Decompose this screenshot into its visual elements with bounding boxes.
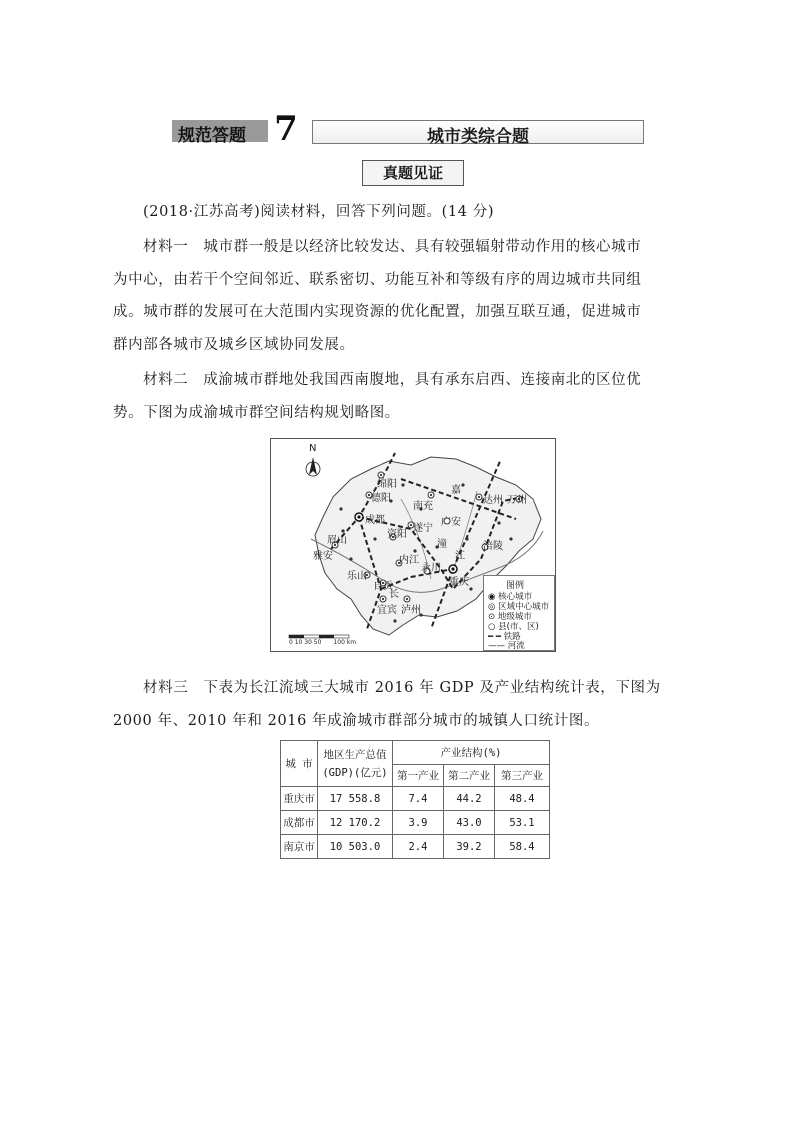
map-label-leshan: 乐山	[347, 571, 367, 582]
legend-county: ○ 县(市、区)	[488, 622, 539, 632]
material2-line1: 材料二 成渝城市群地处我国西南腹地，具有承东启西、连接南北的区位优	[143, 372, 642, 388]
legend-core-city-label: 核心城市	[498, 592, 533, 602]
legend-core-city: ◉ 核心城市	[488, 592, 533, 602]
scale-label: 0 10 30 50 100 km	[289, 639, 357, 646]
map-label-jiang: 江	[455, 551, 465, 562]
th-secondary: 第二产业	[444, 765, 495, 787]
cell-p1: 3.9	[393, 811, 444, 835]
legend-county-label: 县(市、区)	[498, 622, 539, 632]
th-city: 城 市	[281, 741, 318, 787]
table-row	[281, 835, 550, 859]
legend-prefecture-city-label: 地级城市	[497, 612, 532, 622]
banner-title-box	[312, 120, 644, 147]
cell-city: 重庆市	[281, 787, 318, 811]
table-row	[281, 811, 550, 835]
map-label-suining: 遂宁	[413, 523, 433, 534]
material1-line4: 群内部各城市及城乡区域协同发展。	[113, 337, 355, 353]
map-label-nanchong: 南充	[413, 501, 433, 512]
banner-left-label: 规范答题	[178, 126, 246, 146]
map-label-mianyang: 绵阳	[377, 479, 397, 490]
cell-p2: 43.0	[444, 811, 495, 835]
legend-regional-city-label: 区域中心城市	[498, 602, 550, 612]
map-label-chongqing: 重庆	[449, 577, 469, 588]
cell-p1: 7.4	[393, 787, 444, 811]
gdp-table	[280, 740, 550, 859]
th-gdp-line1: 地区生产总值	[323, 748, 387, 761]
map-label-ziyang: 资阳	[387, 529, 407, 540]
cell-city: 南京市	[281, 835, 318, 859]
map-label-fuling: 涪陵	[483, 541, 503, 552]
map-label-chang: 长	[389, 589, 399, 600]
th-gdp-line2: (GDP)(亿元)	[322, 766, 388, 779]
cell-p2: 44.2	[444, 787, 495, 811]
banner-left	[172, 120, 268, 146]
legend-river: —— 河流	[488, 641, 525, 651]
cell-gdp: 17 558.8	[318, 787, 393, 811]
map-label-guangan: 广安	[441, 517, 461, 528]
map-label-luzhou: 泸州	[401, 605, 421, 616]
banner-number: 7	[274, 109, 298, 149]
legend-railway-label: 铁路	[503, 632, 521, 642]
intro-line: (2018·江苏高考)阅读材料，回答下列问题。(14 分)	[143, 204, 495, 220]
table-row	[281, 787, 550, 811]
material1-line1: 材料一 城市群一般是以经济比较发达、具有较强辐射带动作用的核心城市	[143, 239, 642, 255]
cell-gdp: 10 503.0	[318, 835, 393, 859]
map-label-meishan: 眉山	[327, 535, 347, 546]
north-label: N	[309, 443, 317, 454]
map-label-jia: 嘉	[451, 485, 461, 496]
cell-p1: 2.4	[393, 835, 444, 859]
cell-city: 成都市	[281, 811, 318, 835]
map-label-dazhou: 达州	[483, 495, 503, 506]
map-label-yongchuan: 永川	[421, 563, 441, 574]
map-label-deyang: 德阳	[371, 493, 391, 504]
legend-prefecture-city: ⊙ 地级城市	[488, 612, 532, 622]
material1-line2: 为中心，由若干个空间邻近、联系密切、功能互补和等级有序的周边城市共同组	[113, 272, 642, 288]
map-label-tong: 潼	[437, 539, 447, 550]
section-tag: 真题见证	[362, 160, 464, 186]
legend-regional-city: ◎ 区域中心城市	[488, 602, 550, 612]
banner-title: 城市类综合题	[427, 127, 529, 147]
th-tertiary: 第三产业	[495, 765, 550, 787]
section-banner	[172, 109, 642, 149]
cell-p3: 58.4	[495, 835, 550, 859]
material1-line3: 成。城市群的发展可在大范围内实现资源的优化配置，加强互联互通，促进城市	[113, 304, 642, 320]
cell-gdp: 12 170.2	[318, 811, 393, 835]
th-gdp	[318, 741, 393, 787]
legend-railway: ━ ━ 铁路	[488, 632, 521, 642]
legend-river-label: 河流	[507, 641, 525, 651]
th-primary: 第一产业	[393, 765, 444, 787]
map-label-zigong: 自贡	[373, 581, 393, 592]
map-legend	[483, 575, 555, 651]
cell-p2: 39.2	[444, 835, 495, 859]
legend-title: 图例	[506, 581, 525, 591]
material3-line2: 2000 年、2010 年和 2016 年成渝城市群部分城市的城镇人口统计图。	[113, 713, 600, 729]
cell-p3: 48.4	[495, 787, 550, 811]
map-label-yibin: 宜宾	[377, 605, 397, 616]
th-structure: 产业结构(%)	[393, 741, 550, 765]
material3-line1: 材料三 下表为长江流域三大城市 2016 年 GDP 及产业结构统计表，下图为	[143, 680, 661, 696]
city-cluster-map	[270, 438, 556, 652]
cell-p3: 53.1	[495, 811, 550, 835]
map-label-neijiang: 内江	[399, 555, 419, 566]
map-label-chengdu: 成都	[365, 515, 385, 526]
map-label-yaan: 雅安	[313, 551, 333, 562]
map-label-wanzhou: 万州	[507, 495, 527, 506]
material2-line2: 势。下图为成渝城市群空间结构规划略图。	[113, 405, 400, 421]
